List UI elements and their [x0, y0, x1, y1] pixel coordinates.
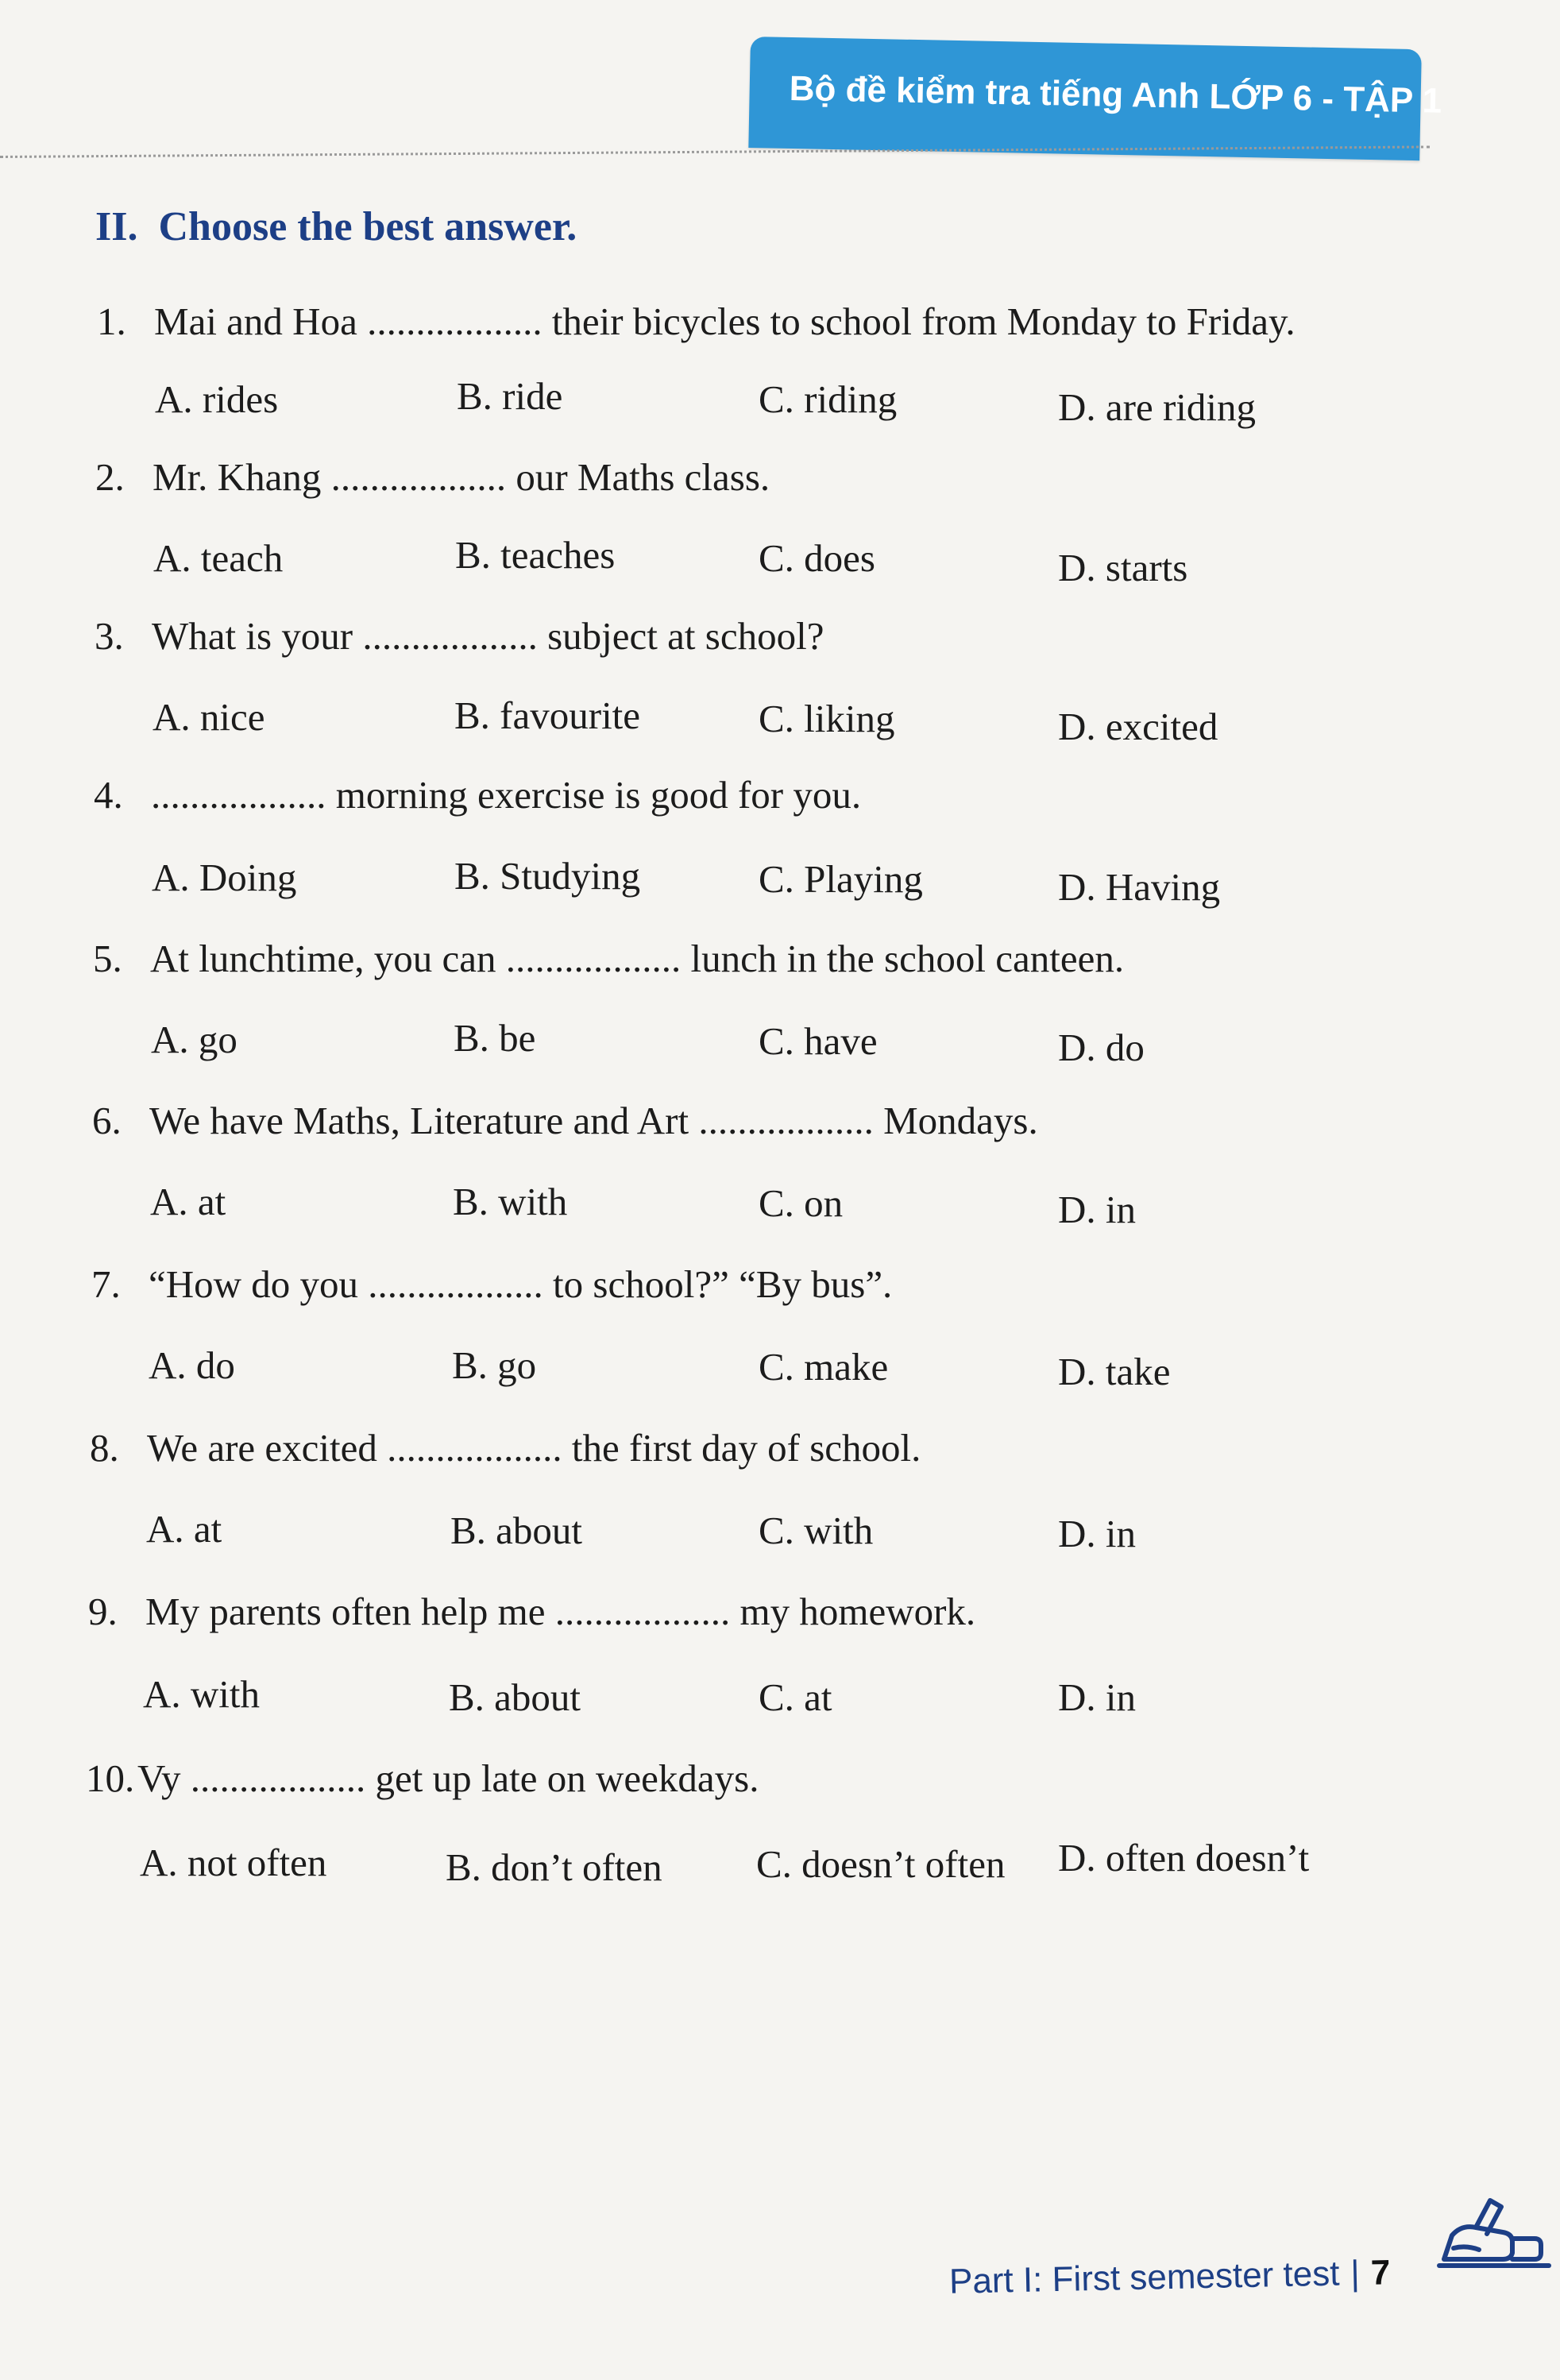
- q6-option-d: D. in: [1058, 1188, 1136, 1231]
- q7-option-a: A. do: [149, 1343, 235, 1387]
- q10-option-b: B. don’t often: [446, 1845, 662, 1889]
- q6-option-c: C. on: [759, 1181, 844, 1225]
- q5-option-a: A. go: [151, 1018, 237, 1061]
- q2-option-b: B. teaches: [455, 533, 616, 577]
- q2-option-c: C. does: [759, 536, 875, 580]
- question-6: [92, 1098, 1038, 1143]
- question-1: [97, 299, 1295, 344]
- question-number: 8.: [90, 1426, 119, 1470]
- header-banner: [748, 37, 1442, 160]
- page-number: 7: [1370, 2253, 1391, 2293]
- question-number: 3.: [95, 614, 124, 658]
- question-text: At lunchtime, you can .................. lunch in the school canteen.: [150, 937, 1125, 980]
- q8-option-b: B. about: [450, 1509, 583, 1552]
- q4-option-c: C. Playing: [759, 857, 923, 901]
- section-heading: [95, 203, 577, 250]
- q7-option-c: C. make: [759, 1345, 889, 1389]
- header-title: Bộ đề kiểm tra tiếng Anh LỚP 6 - TẬP 1: [789, 68, 1442, 121]
- q10-option-d: D. often doesn’t: [1058, 1836, 1310, 1880]
- writing-hand-icon: [1430, 2193, 1560, 2280]
- footer: [949, 2253, 1391, 2302]
- section-title: Choose the best answer.: [158, 204, 577, 249]
- question-2: [95, 454, 770, 500]
- question-text: Vy .................. get up late on weekdays.: [137, 1756, 759, 1800]
- q9-option-d: D. in: [1058, 1675, 1136, 1719]
- q4-option-d: D. Having: [1058, 865, 1221, 909]
- footer-part-label: Part I: First semester test: [948, 2254, 1340, 2301]
- q10-option-c: C. doesn’t often: [756, 1842, 1006, 1886]
- q9-option-a: A. with: [143, 1672, 260, 1716]
- q8-option-d: D. in: [1058, 1512, 1136, 1555]
- q6-option-a: A. at: [150, 1180, 226, 1223]
- q7-option-b: B. go: [452, 1343, 537, 1387]
- question-text: My parents often help me .................. my homework.: [145, 1590, 976, 1633]
- question-text: Mai and Hoa .................. their bicycles to school from Monday to Friday.: [154, 299, 1295, 343]
- question-9: [88, 1589, 975, 1634]
- question-text: .................. morning exercise is good for you.: [151, 773, 862, 817]
- q6-option-b: B. with: [453, 1180, 568, 1223]
- q8-option-a: A. at: [146, 1507, 222, 1551]
- q2-option-a: A. teach: [153, 536, 284, 580]
- question-text: We have Maths, Literature and Art .................. Mondays.: [149, 1099, 1038, 1142]
- q3-option-c: C. liking: [759, 697, 895, 740]
- q1-option-b: B. ride: [457, 374, 563, 418]
- q10-option-a: A. not often: [140, 1841, 327, 1884]
- question-4: [94, 772, 861, 817]
- question-number: 2.: [95, 455, 125, 499]
- q5-option-b: B. be: [454, 1016, 536, 1060]
- section-number: II.: [95, 204, 138, 249]
- question-number: 7.: [91, 1262, 121, 1306]
- q5-option-c: C. have: [759, 1019, 878, 1063]
- q3-option-b: B. favourite: [454, 694, 641, 737]
- question-text: We are excited .................. the first day of school.: [147, 1426, 921, 1470]
- q1-option-d: D. are riding: [1058, 385, 1256, 429]
- question-8: [90, 1425, 921, 1470]
- question-number: 10.: [86, 1756, 135, 1800]
- question-5: [93, 936, 1124, 981]
- q4-option-a: A. Doing: [152, 856, 297, 899]
- question-text: What is your .................. subject at school?: [152, 614, 824, 658]
- question-number: 9.: [88, 1590, 118, 1633]
- q7-option-d: D. take: [1058, 1350, 1171, 1393]
- footer-separator: |: [1350, 2253, 1361, 2293]
- q4-option-b: B. Studying: [454, 854, 641, 898]
- q1-option-c: C. riding: [759, 377, 898, 421]
- question-number: 5.: [93, 937, 122, 980]
- question-number: 1.: [97, 299, 126, 343]
- question-10: [86, 1756, 759, 1801]
- question-text: “How do you .................. to school?” “By bus”.: [149, 1262, 893, 1306]
- question-number: 4.: [94, 773, 123, 817]
- q8-option-c: C. with: [759, 1509, 874, 1552]
- question-text: Mr. Khang .................. our Maths class.: [153, 455, 770, 499]
- q1-option-a: A. rides: [155, 377, 279, 421]
- q9-option-b: B. about: [449, 1675, 581, 1719]
- q5-option-d: D. do: [1058, 1026, 1145, 1069]
- q3-option-d: D. excited: [1058, 705, 1218, 748]
- q2-option-d: D. starts: [1058, 546, 1188, 589]
- question-7: [91, 1261, 892, 1307]
- question-number: 6.: [92, 1099, 122, 1142]
- q9-option-c: C. at: [759, 1675, 832, 1719]
- question-3: [95, 613, 824, 659]
- q3-option-a: A. nice: [153, 695, 265, 739]
